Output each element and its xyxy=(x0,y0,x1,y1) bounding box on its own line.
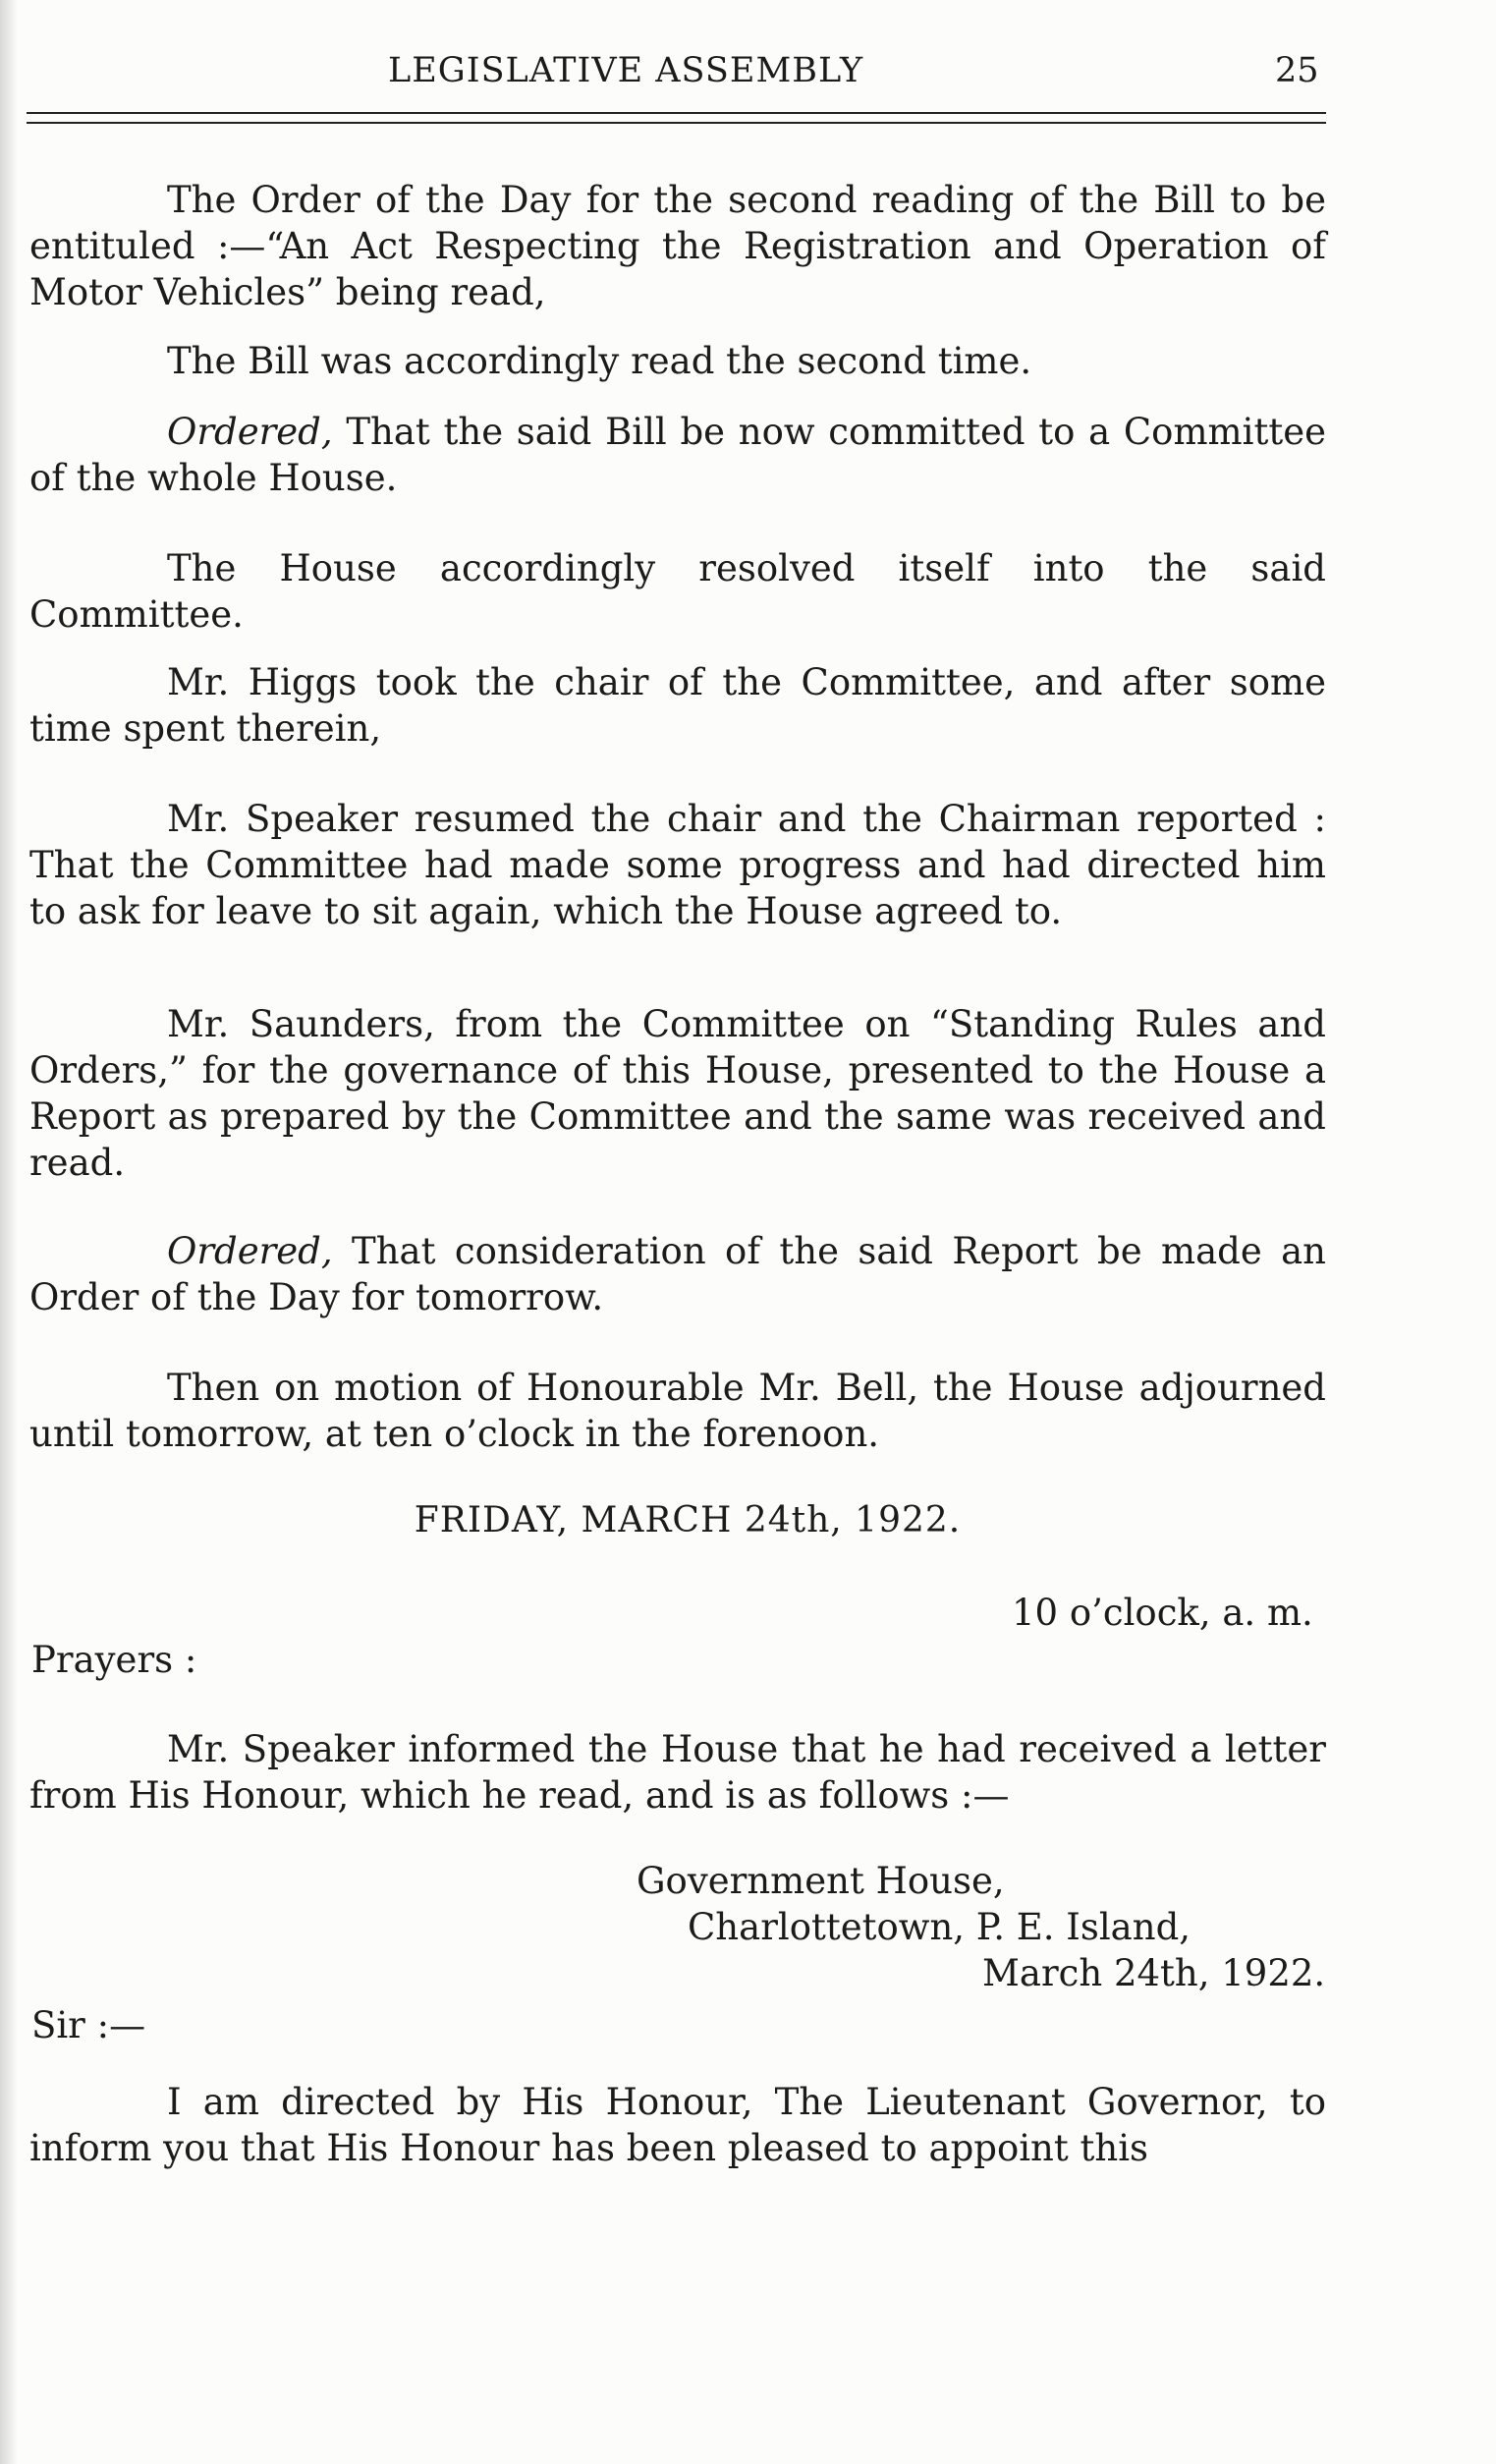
letter-salutation: Sir :— xyxy=(31,2004,146,2046)
header-rule-bottom xyxy=(27,122,1326,124)
page-number: 25 xyxy=(1275,51,1319,90)
paragraph-lieutenant-governor: I am directed by His Honour, The Lieutenant Governor, to inform you that His Honour has been pleased to appoint this xyxy=(29,2081,1326,2169)
header-rule-top xyxy=(27,112,1326,114)
page-edge-shadow xyxy=(0,0,18,2464)
letter-address-line-1: Government House, xyxy=(637,1860,1005,1902)
letter-address-line-2: Charlottetown, P. E. Island, xyxy=(688,1906,1191,1948)
date-heading: FRIDAY, MARCH 24th, 1922. xyxy=(414,1500,962,1540)
paragraph-higgs-chair: Mr. Higgs took the chair of the Committee, and after some time spent therein, xyxy=(29,661,1326,750)
paragraph-speaker-letter: Mr. Speaker informed the House that he had received a letter from His Honour, which he read, and is as follows :— xyxy=(29,1728,1326,1817)
ordered-label: Ordered, xyxy=(167,411,333,453)
paragraph-house-resolved: The House accordingly resolved itself into the said Committee. xyxy=(29,547,1326,636)
paragraph-bill-read: The Bill was accordingly read the second time. xyxy=(167,340,1032,382)
paragraph-speaker-resumed: Mr. Speaker resumed the chair and the Chairman reported : That the Committee had made some progress and had directed him to ask for leave to sit again, which the House agreed to. xyxy=(29,798,1326,932)
paragraph-adjourned: Then on motion of Honourable Mr. Bell, the House adjourned until tomorrow, at ten o’clock in the forenoon. xyxy=(29,1367,1326,1455)
paragraph-ordered-committed: Ordered, That the said Bill be now committed to a Committee of the whole House. xyxy=(29,411,1326,499)
paragraph-ordered-consideration: Ordered, That consideration of the said Report be made an Order of the Day for tomorrow. xyxy=(29,1230,1326,1318)
prayers-line: Prayers : xyxy=(31,1639,197,1681)
sitting-time: 10 o’clock, a. m. xyxy=(1012,1592,1313,1634)
ordered-label: Ordered, xyxy=(167,1230,333,1272)
letter-address-line-3: March 24th, 1922. xyxy=(982,1952,1326,1994)
running-title: LEGISLATIVE ASSEMBLY xyxy=(388,51,864,90)
paragraph-saunders-report: Mr. Saunders, from the Committee on “Standing Rules and Orders,” for the governance of this House, presented to the House a Report as prepared by the Committee and the same was received and read. xyxy=(29,1003,1326,1184)
paragraph-bill-second-reading: The Order of the Day for the second reading of the Bill to be entituled :—“An Act Respecting the Registration and Operation of Motor Vehicles” being read, xyxy=(29,179,1326,313)
